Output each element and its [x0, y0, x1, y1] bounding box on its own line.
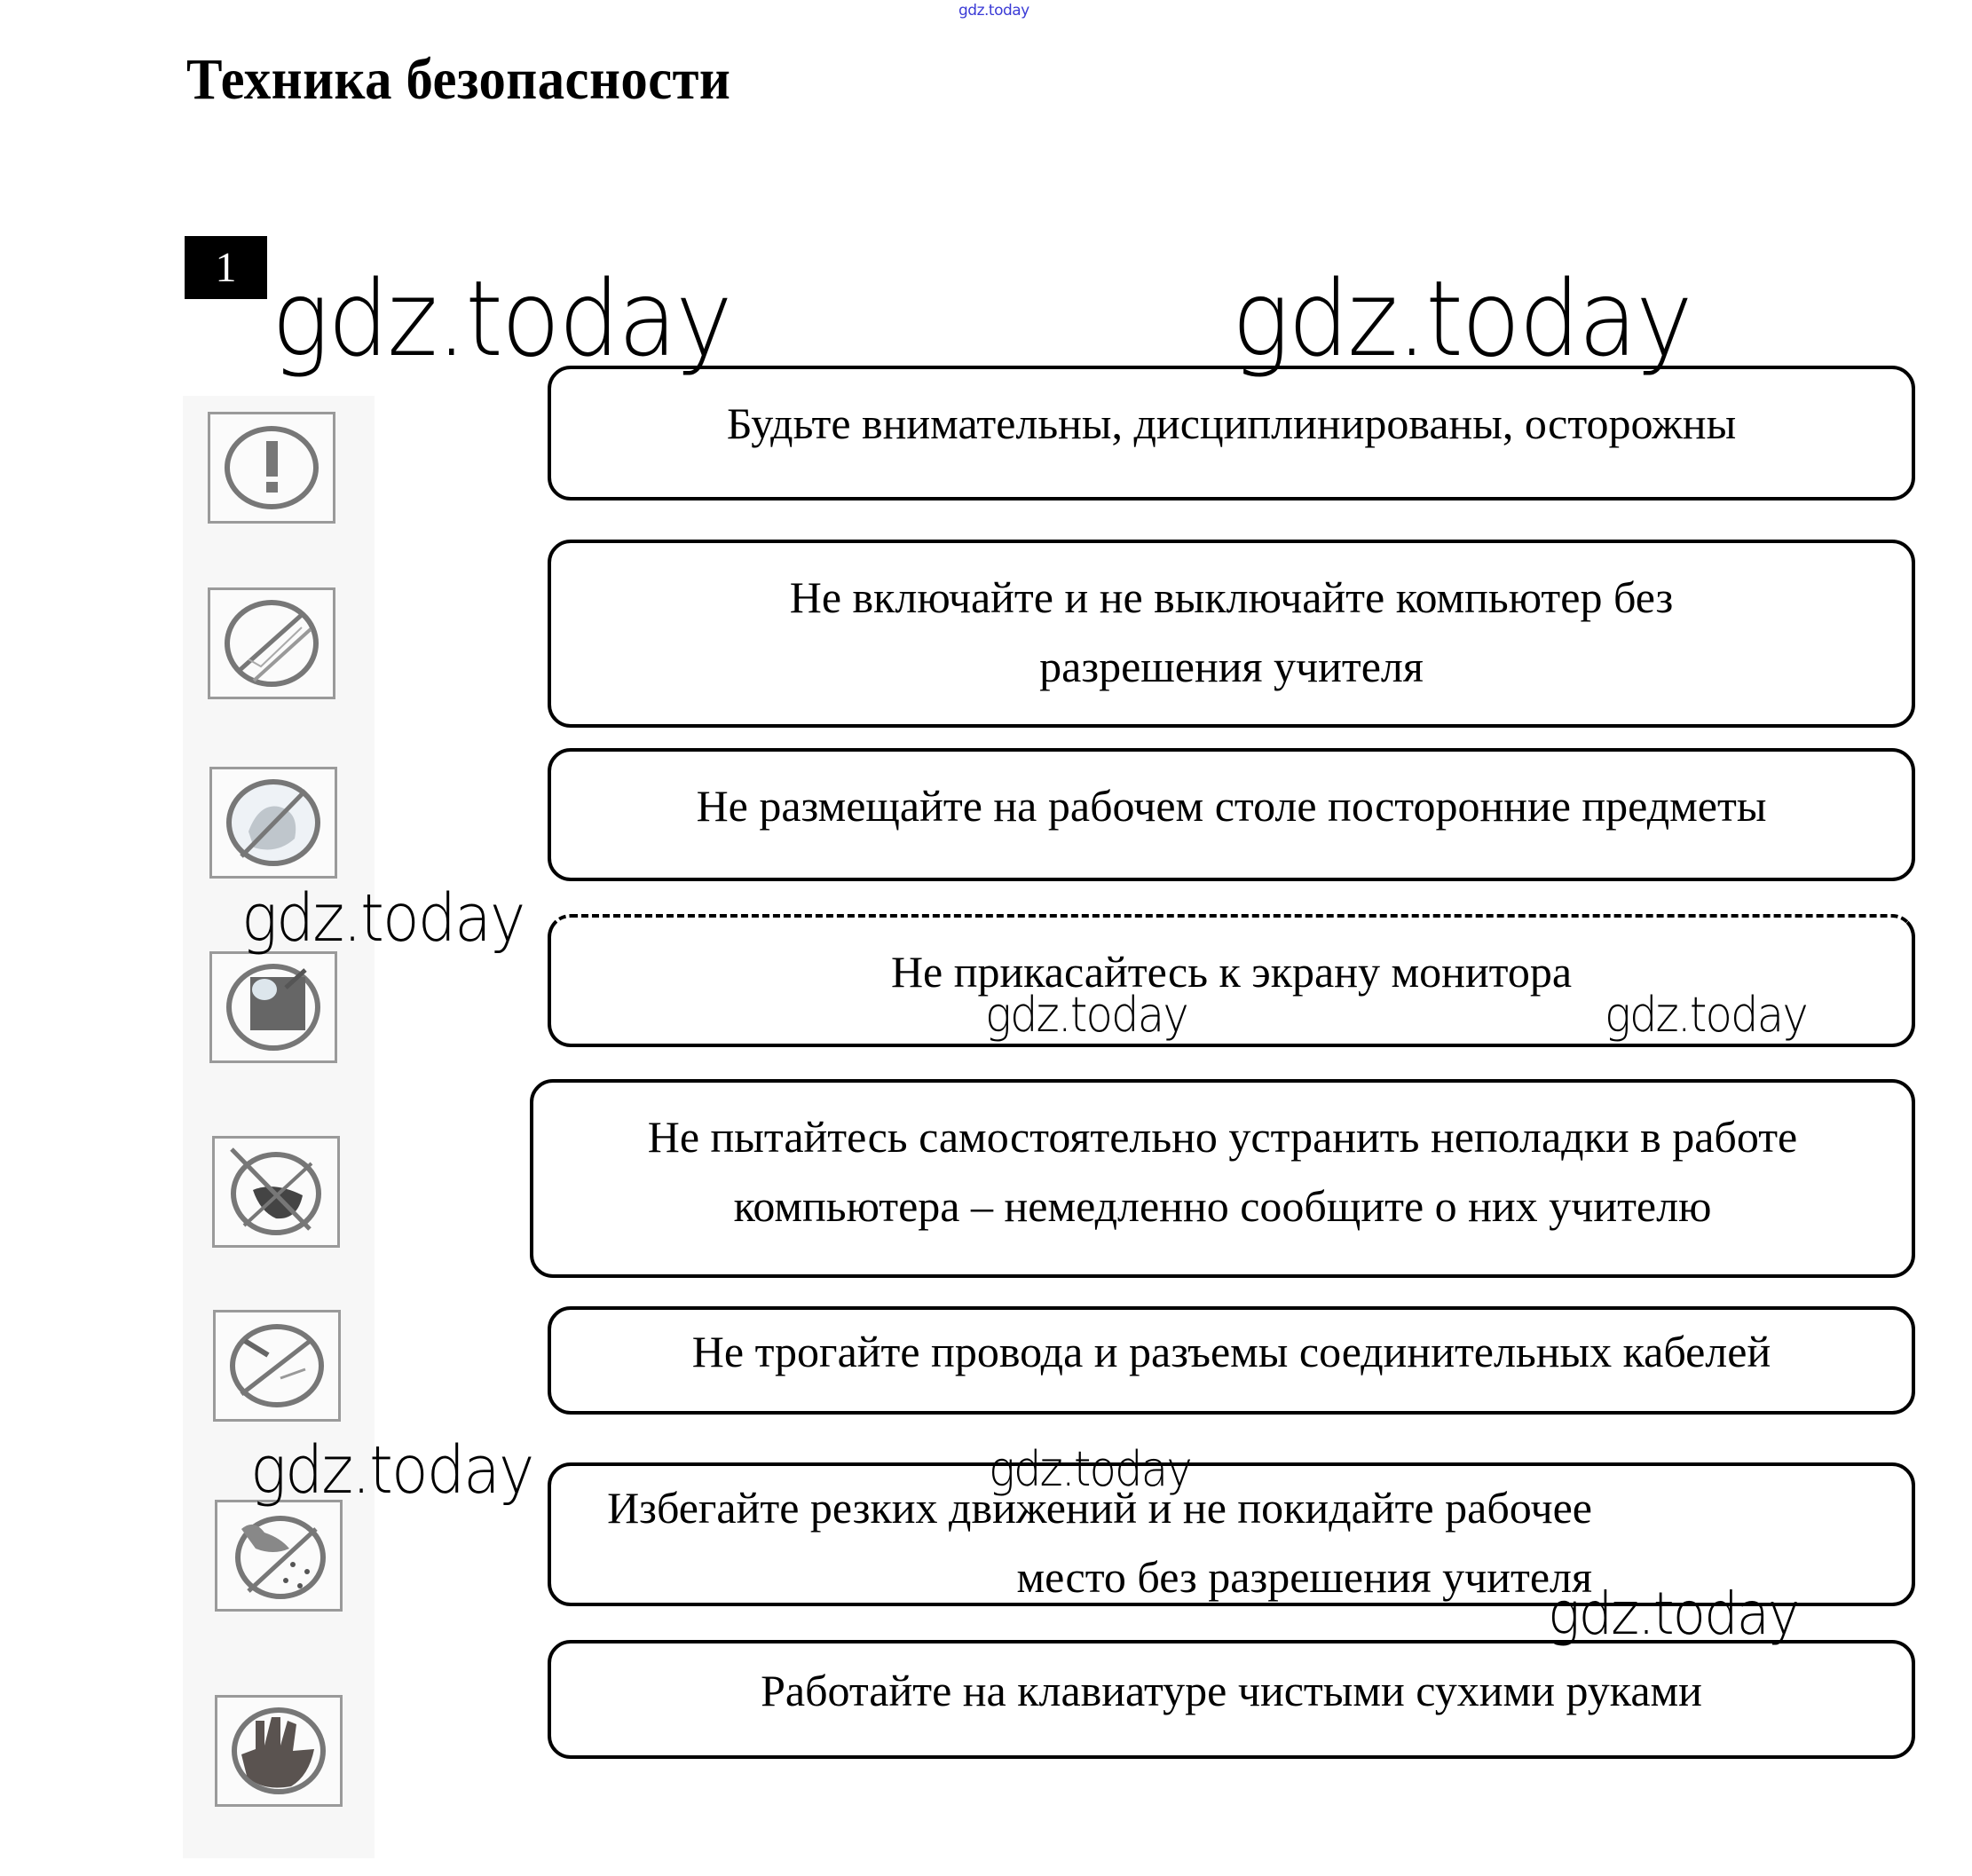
- watermark: gdz.today: [1548, 1580, 1799, 1648]
- rule-text: Избегайте резких движений и не покидайте рабочее место без разрешения учителя: [607, 1483, 1592, 1602]
- icon-column: [183, 396, 375, 1858]
- watermark: gdz.today: [989, 1441, 1191, 1497]
- rule-text: Не прикасайтесь к экрану монитора: [890, 947, 1573, 997]
- task-number: 1: [215, 244, 237, 291]
- watermark: gdz.today: [1605, 987, 1807, 1043]
- rule-text: Будьте внимательны, дисциплинированы, осторожны: [726, 398, 1737, 448]
- no-touch-cables-icon: [213, 1310, 341, 1422]
- no-touch-screen-icon: [209, 951, 337, 1063]
- rule-box-7: [548, 1462, 1915, 1606]
- rule-box-6: [548, 1306, 1915, 1415]
- rule-text: Работайте на клавиатуре чистыми сухими руками: [761, 1666, 1702, 1715]
- rule-box-5: [530, 1079, 1915, 1278]
- watermark: gdz.today: [1232, 257, 1692, 380]
- rule-box-1: [548, 366, 1915, 501]
- rule-text: Не включайте и не выключайте компьютер без разрешения учителя: [789, 572, 1674, 691]
- no-foreign-objects-icon: [209, 767, 337, 879]
- rule-box-2: [548, 540, 1915, 728]
- rule-box-3: [548, 748, 1915, 881]
- no-repair-icon: [212, 1136, 340, 1248]
- rule-box-8: [548, 1640, 1915, 1759]
- no-power-switch-icon: [208, 587, 335, 699]
- clean-dry-hands-icon: [215, 1695, 343, 1807]
- page-title: Техника безопасности: [186, 47, 731, 112]
- exclamation-warning-icon: [208, 412, 335, 524]
- no-sudden-movements-icon: [215, 1500, 343, 1612]
- rule-box-4: [548, 914, 1915, 1047]
- rule-text: Не пытайтесь самостоятельно устранить неполадки в работе компьютера – немедленно сообщите о них учителю: [647, 1112, 1798, 1231]
- watermark: gdz.today: [272, 257, 731, 380]
- rule-text: Не трогайте провода и разъемы соединительных кабелей: [691, 1327, 1771, 1376]
- source-watermark: gdz.today: [958, 2, 1029, 20]
- watermark: gdz.today: [241, 880, 525, 957]
- watermark: gdz.today: [250, 1432, 533, 1509]
- watermark: gdz.today: [985, 987, 1187, 1043]
- task-number-badge: [185, 236, 267, 299]
- rule-text: Не размещайте на рабочем столе посторонние предметы: [696, 781, 1767, 831]
